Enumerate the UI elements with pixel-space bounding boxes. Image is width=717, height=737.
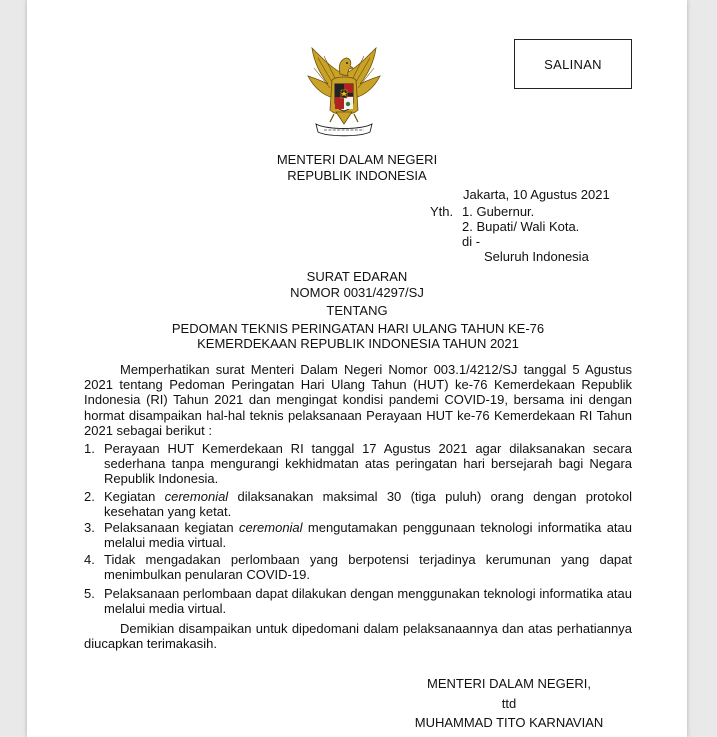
signature-name: MUHAMMAD TITO KARNAVIAN xyxy=(414,715,604,730)
letter-about: TENTANG xyxy=(326,303,388,318)
letter-number: NOMOR 0031/4297/SJ xyxy=(290,285,424,300)
yth-label: Yth. xyxy=(430,204,454,219)
intro-paragraph: Memperhatikan surat Menteri Dalam Negeri Nomor 003.1/4212/SJ tanggal 5 Agustus 2021 tentang Pedoman Peringatan Hari Ulang Tahun (HUT) ke-76 Kemerdekaan Republik Indonesia (RI) Tahun 2021 dan mengingat kondisi pandemi COVID-19, bersama ini dengan hormat disampaikan hal-hal teknis pelaksanaan Perayaan HUT ke-76 Kemerdekaan RI Tahun 2021 sebagai berikut : xyxy=(84,362,632,438)
header-line-2: REPUBLIK INDONESIA xyxy=(287,168,427,183)
list-item-number: 1. xyxy=(84,441,95,456)
closing-paragraph: Demikian disampaikan untuk dipedomani dalam pelaksanaannya dan atas perhatiannya diucapkan terimakasih. xyxy=(84,621,632,652)
recipient-1: 1. Gubernur. xyxy=(462,204,535,219)
di-label: di - xyxy=(462,234,481,249)
letter-type: SURAT EDARAN xyxy=(306,269,408,284)
list-item-number: 5. xyxy=(84,586,95,601)
letter-subject-2: KEMERDEKAAN REPUBLIK INDONESIA TAHUN 2021 xyxy=(197,336,519,351)
signature-title: MENTERI DALAM NEGERI, xyxy=(427,676,591,691)
list-item-number: 2. xyxy=(84,489,95,504)
list-item-text: Perayaan HUT Kemerdekaan RI tanggal 17 Agustus 2021 agar dilaksanakan secara sederhana tanpa mengurangi kekhidmatan atas peringatan hari bersejarah bagi Negara Republik Indonesia. xyxy=(104,441,632,487)
list-item-text: Tidak mengadakan perlombaan yang berpotensi terjadinya kerumunan yang dapat menimbulkan penularan COVID-19. xyxy=(104,552,632,583)
place-date: Jakarta, 10 Agustus 2021 xyxy=(463,187,610,202)
recipient-2: 2. Bupati/ Wali Kota. xyxy=(462,219,580,234)
list-item-number: 3. xyxy=(84,520,95,535)
location: Seluruh Indonesia xyxy=(484,249,589,264)
list-item-number: 4. xyxy=(84,552,95,567)
signature-ttd: ttd xyxy=(501,696,517,711)
header-line-1: MENTERI DALAM NEGERI xyxy=(276,152,438,167)
salinan-stamp: SALINAN xyxy=(514,39,632,89)
list-item-text: Pelaksanaan perlombaan dapat dilakukan dengan menggunakan teknologi informatika atau melalui media virtual. xyxy=(104,586,632,617)
letter-subject-1: PEDOMAN TEKNIS PERINGATAN HARI ULANG TAHUN KE-76 xyxy=(171,321,545,336)
list-item-text: Pelaksanaan kegiatan ceremonial mengutamakan penggunaan teknologi informatika atau melalui media virtual. xyxy=(104,520,632,551)
garuda-pancasila-emblem-icon xyxy=(306,44,382,140)
list-item-text: Kegiatan ceremonial dilaksanakan maksimal 30 (tiga puluh) orang dengan protokol kesehatan yang ketat. xyxy=(104,489,632,520)
